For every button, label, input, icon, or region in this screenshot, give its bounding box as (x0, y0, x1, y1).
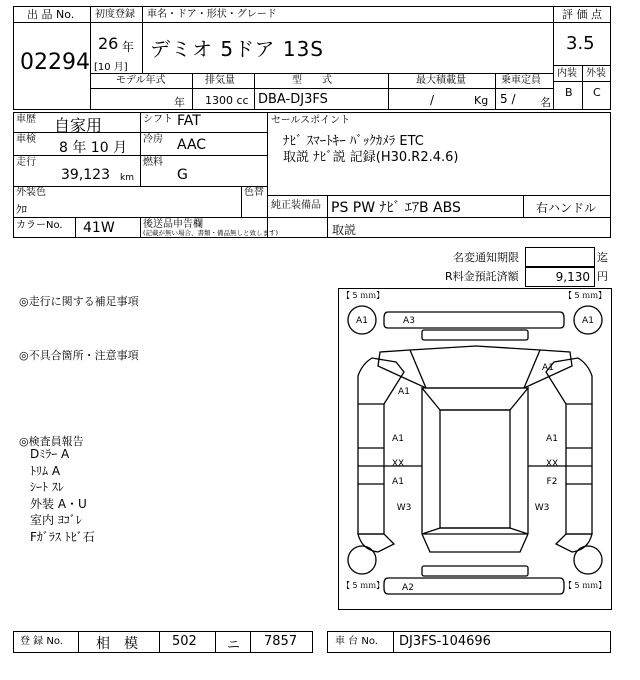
mark-door-fr: A1 (546, 434, 558, 444)
inspector-line: Dﾐﾗｰ A (30, 447, 70, 461)
lot-number: 02294 (20, 50, 90, 75)
equipment-value: PS PW ﾅﾋﾞ ｴｱB ABS (331, 200, 461, 216)
mark-quarter-left: W3 (396, 503, 412, 513)
mileage-label: 走行 (16, 157, 36, 168)
car-name: デミオ 5ドア 13S (150, 37, 324, 61)
mark-wheel-fr: A1 (582, 316, 594, 326)
recycle-label: R料金預託済額 (445, 270, 519, 283)
capacity-label: 乗車定員 (501, 75, 541, 86)
reg-kana: ニ (227, 638, 241, 653)
mark-door-fl: A1 (392, 434, 404, 444)
shift-value: FAT (177, 113, 201, 129)
inspector-line: ﾄﾘﾑ A (30, 463, 61, 478)
inspector-line: 室内 ﾖｺﾞﾚ (30, 513, 82, 527)
reg-class: 502 (172, 634, 197, 649)
ext-color-value: ｸﾛ (16, 203, 27, 216)
docs-note: (記載が無い場合、書類・備品無しと致します) (143, 229, 279, 237)
sales-point-line1: ﾅﾋﾞ ｽﾏｰﾄｷｰ ﾊﾞｯｸｶﾒﾗ ETC (283, 134, 424, 149)
lot-label: 出 品 No. (27, 8, 75, 21)
shift-label: シフト (143, 114, 173, 125)
mark-quarter-right: W3 (534, 503, 550, 513)
inspector-line: Fｶﾞﾗｽ ﾄﾋﾞ石 (30, 529, 95, 544)
color-no-label: カラーNo. (16, 220, 63, 231)
equipment-label: 純正装備品 (271, 200, 321, 211)
reg-year: 26 (98, 34, 119, 53)
exterior-grade: C (593, 86, 601, 99)
recycle-box (525, 267, 595, 287)
name-change-box (525, 247, 595, 267)
docs-label: 後送品申告欄 (143, 219, 203, 230)
max-load-unit: Kg (474, 94, 489, 107)
fender-left-shape (358, 358, 404, 404)
name-change-unit: 迄 (597, 251, 608, 264)
car-diagram (338, 288, 612, 610)
inspection-label: 車検 (16, 134, 36, 145)
ext-color-label: 外装色 (16, 187, 46, 198)
max-load-label: 最大積載量 (416, 75, 466, 86)
mark-sill-right: XX (545, 459, 559, 469)
model-year-label: モデル年式 (116, 75, 166, 86)
sales-point-label: セールスポイント (271, 115, 351, 126)
chassis-number: DJ3FS-104696 (399, 634, 491, 649)
displacement: 1300 cc (205, 94, 249, 107)
fuel-label: 燃料 (143, 157, 163, 168)
history-value: 自家用 (54, 116, 103, 135)
windshield-shape (422, 388, 528, 410)
fuel-value: G (177, 167, 188, 183)
reg-area: 相 模 (96, 636, 138, 652)
model-code-label: 型 式 (292, 75, 332, 86)
mark-fender-right: A1 (542, 363, 554, 373)
mark-door-rr: F2 (546, 477, 558, 487)
model-code: DBA-DJ3FS (258, 92, 328, 107)
repaint-label: 色替 (244, 187, 264, 198)
interior-label: 内装 (557, 68, 577, 79)
mark-front-bumper: A3 (403, 316, 415, 326)
mark-sill-left: XX (391, 459, 405, 469)
driving-notes-title: ◎走行に関する補足事項 (19, 295, 139, 308)
grade-label: 評 価 点 (562, 8, 602, 21)
tire-depth-fr: 【 5 ｍｍ】 (564, 291, 607, 300)
mark-wheel-fl: A1 (356, 316, 368, 326)
name-change-label: 名変通知期限 (453, 251, 519, 264)
ac-value: AAC (177, 137, 207, 153)
mileage-value: 39,123 (61, 167, 110, 183)
chassis-label: 車 台 No. (335, 636, 378, 647)
capacity: 5 / (500, 92, 516, 106)
color-no-value: 41W (83, 220, 115, 236)
mileage-unit: km (120, 173, 134, 183)
interior-grade: B (565, 86, 573, 99)
mark-rear-bumper: A2 (402, 583, 414, 593)
sales-point-line2: 取説 ﾅﾋﾞ説 記録(H30.R2.4.6) (283, 150, 459, 165)
displacement-label: 排気量 (205, 75, 235, 86)
ac-label: 冷房 (143, 134, 163, 145)
first-reg-label: 初度登録 (95, 9, 135, 20)
inspector-lines (30, 446, 95, 545)
inspection-value: 8 年 10 月 (59, 140, 128, 156)
tire-depth-rr: 【 5 ｍｍ】 (564, 581, 607, 590)
handle-value: 右ハンドル (536, 201, 597, 215)
tire-depth-fl: 【 5 ｍｍ】 (342, 291, 385, 300)
mark-door-rl: A1 (392, 477, 404, 487)
inspector-line: 外装 A・U (30, 496, 87, 511)
reg-year-unit: 年 (122, 40, 135, 54)
car-name-label: 車名・ドア・形状・グレード (147, 9, 277, 20)
model-year-unit: 年 (174, 96, 185, 109)
tire-depth-rl: 【 5 ｍｍ】 (342, 581, 385, 590)
rear-window-shape (422, 528, 528, 534)
history-label: 車歴 (16, 114, 36, 125)
reg-label: 登 録 No. (20, 636, 63, 647)
reg-number: 7857 (264, 634, 298, 649)
tailgate-shape (422, 534, 528, 552)
inspector-line: ｼｰﾄ ｽﾚ (30, 480, 64, 494)
docs-value: 取説 (332, 223, 357, 237)
inspector-title: ◎検査員報告 (19, 435, 84, 448)
recycle-value: 9,130 (555, 270, 590, 284)
roof-shape (440, 410, 510, 528)
grade-score: 3.5 (566, 33, 595, 54)
mark-fender-left: A1 (398, 387, 410, 397)
exterior-label: 外装 (586, 68, 606, 79)
reg-month: [10 月] (94, 62, 128, 73)
max-load: / (430, 93, 435, 107)
defects-title: ◎不具合箇所・注意事項 (19, 349, 139, 362)
capacity-unit: 名 (540, 96, 551, 109)
recycle-unit: 円 (597, 270, 608, 283)
